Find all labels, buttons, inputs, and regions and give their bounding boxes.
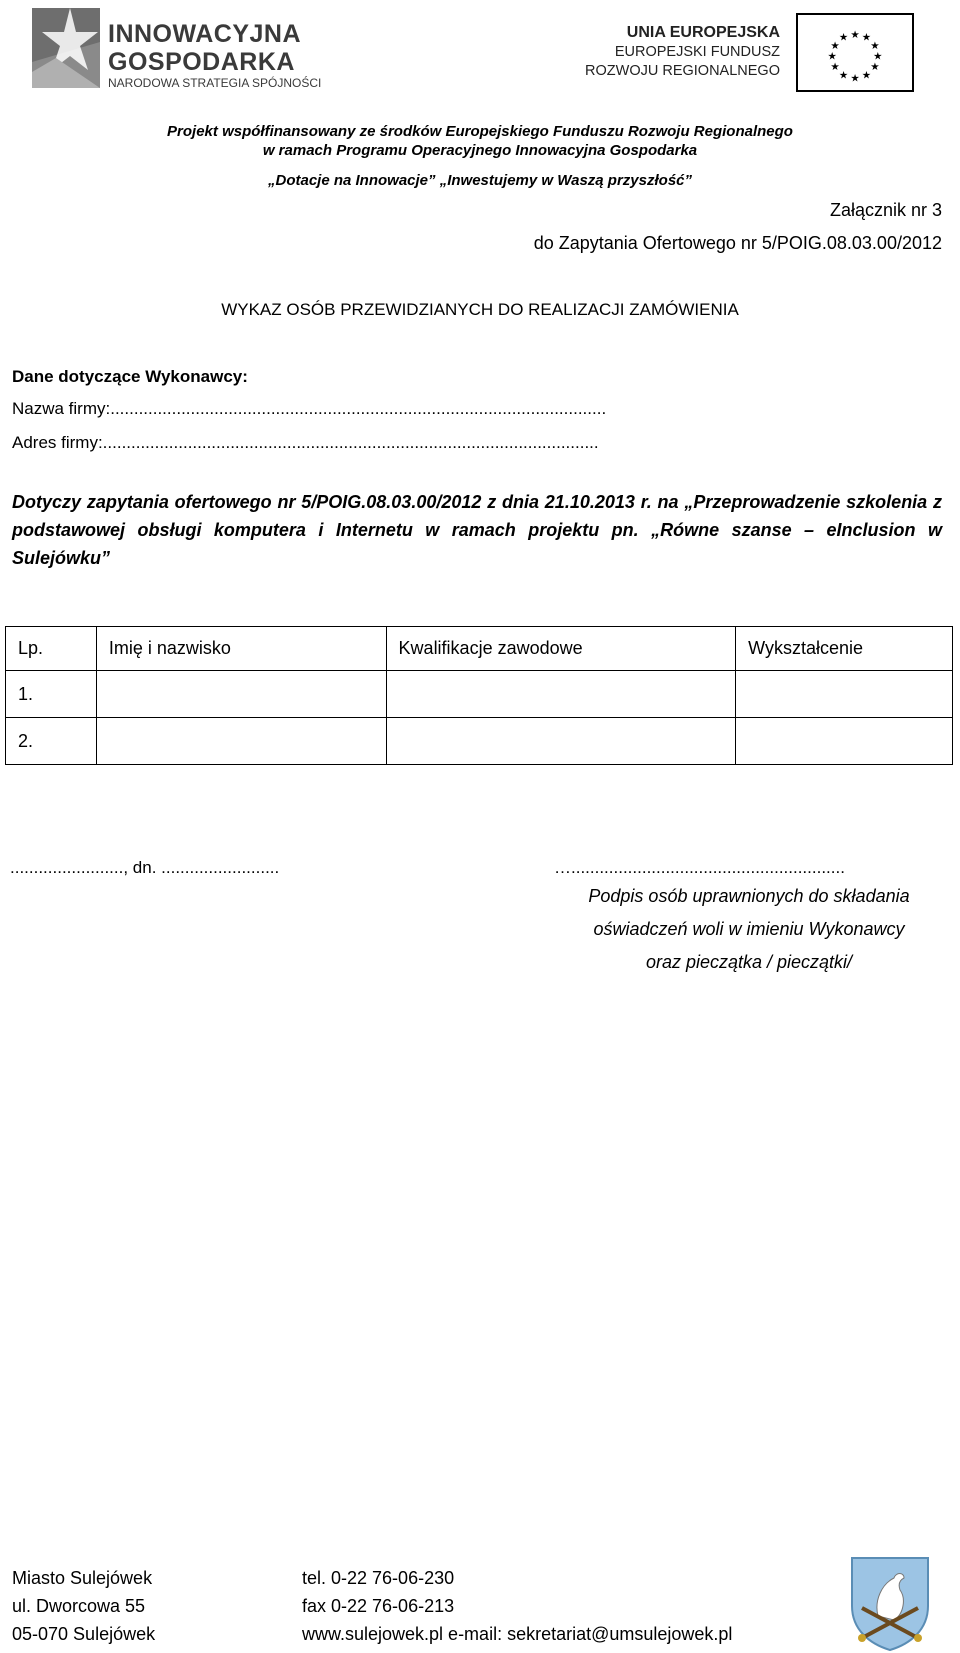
table-cell	[96, 671, 386, 718]
people-table	[5, 626, 953, 765]
eu-flag-icon	[796, 13, 914, 92]
footer-tel: tel. 0-22 76-06-230	[302, 1568, 455, 1588]
footer-contact	[302, 1564, 732, 1648]
column-header: Kwalifikacje zawodowe	[386, 627, 736, 671]
table-cell: 2.	[6, 718, 97, 765]
table-cell	[386, 671, 736, 718]
svg-text:★: ★	[830, 61, 840, 74]
table-cell: 1.	[6, 671, 97, 718]
eu-logo	[584, 12, 920, 96]
project-line-1: Projekt współfinansowany ze środków Europejskiego Funduszu Rozwoju Regionalnego	[167, 123, 793, 140]
column-header: Wykształcenie	[736, 627, 953, 671]
table-row	[6, 671, 953, 718]
logo-ig-line2: GOSPODARKA	[108, 48, 295, 76]
svg-text:★: ★	[861, 69, 872, 82]
star-burst-icon	[26, 2, 106, 94]
logo-ig-line1: INNOWACYJNA	[108, 20, 302, 48]
footer-address	[12, 1564, 155, 1648]
logo-eu-line1: UNIA EUROPEJSKA	[626, 24, 780, 41]
place-date-line: ........................, dn. .........................	[10, 858, 280, 877]
document-title: WYKAZ OSÓB PRZEWIDZIANYCH DO REALIZACJI ZAMÓWIENIA	[221, 300, 739, 319]
annex-reference: do Zapytania Ofertowego nr 5/POIG.08.03.00/2012	[533, 233, 942, 253]
annex-number: Załącznik nr 3	[829, 200, 942, 220]
signature-caption-2: oświadczeń woli w imieniu Wykonawcy	[593, 919, 905, 939]
column-header: Lp.	[6, 627, 97, 671]
table-cell	[96, 718, 386, 765]
city-crest-icon	[848, 1554, 932, 1652]
svg-text:★: ★	[870, 40, 880, 53]
column-header: Imię i nazwisko	[96, 627, 386, 671]
contractor-heading: Dane dotyczące Wykonawcy:	[12, 367, 248, 386]
footer-web-email: www.sulejowek.pl e-mail: sekretariat@umsulejowek.pl	[302, 1624, 733, 1644]
svg-text:★: ★	[838, 31, 849, 44]
inquiry-reference-paragraph: Dotyczy zapytania ofertowego nr 5/POIG.08.03.00/2012 z dnia 21.10.2013 r. na „Przeprowadzenie szkolenia z podstawowej obsługi komputera i Internetu w ramach projektu pn. „Równe szanse – eInclusion w Sulejówku”	[12, 492, 942, 568]
footer-city: Miasto Sulejówek	[12, 1568, 153, 1588]
table-cell	[386, 718, 736, 765]
svg-text:★: ★	[830, 40, 840, 53]
svg-text:★: ★	[870, 61, 880, 74]
company-name-line: Nazwa firmy:.........................................................................................................	[12, 399, 607, 418]
svg-text:★: ★	[850, 72, 860, 85]
table-row	[6, 718, 953, 765]
signature-caption-1: Podpis osób uprawnionych do składania	[588, 886, 910, 906]
footer-fax: fax 0-22 76-06-213	[302, 1596, 455, 1616]
svg-text:★: ★	[827, 50, 837, 63]
table-cell	[736, 718, 953, 765]
table-cell	[736, 671, 953, 718]
signature-caption-3: oraz pieczątka / pieczątki/	[645, 952, 853, 972]
logo-eu-line2: EUROPEJSKI FUNDUSZ	[614, 44, 780, 60]
project-line-2: w ramach Programu Operacyjnego Innowacyjna Gospodarka	[262, 142, 698, 159]
logo-eu-line3: ROZWOJU REGIONALNEGO	[585, 63, 780, 79]
svg-text:★: ★	[850, 28, 860, 41]
svg-text:★: ★	[873, 50, 883, 63]
project-line-3: „Dotacje na Innowacje” „Inwestujemy w Waszą przyszłość”	[267, 172, 693, 189]
signature-line: …..........................................................	[554, 858, 845, 877]
svg-text:★: ★	[838, 69, 849, 82]
svg-text:★: ★	[861, 31, 872, 44]
innowacyjna-gospodarka-logo	[26, 2, 326, 94]
company-address-line: Adres firmy:.........................................................................................................	[12, 433, 599, 452]
logo-ig-line3: NARODOWA STRATEGIA SPÓJNOŚCI	[108, 76, 322, 90]
footer-street: ul. Dworcowa 55	[12, 1596, 146, 1616]
table-header-row	[6, 627, 953, 671]
footer-postal: 05-070 Sulejówek	[12, 1624, 156, 1644]
